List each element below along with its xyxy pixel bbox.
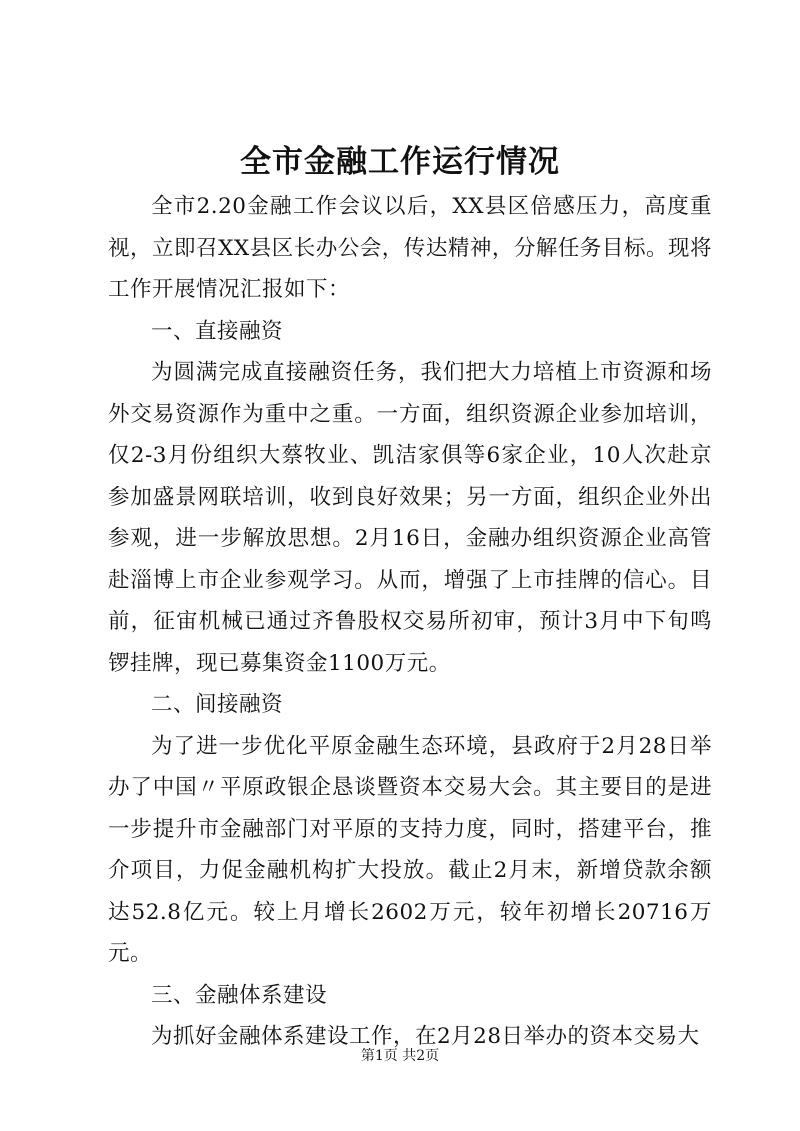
intro-paragraph: 全市2.20金融工作会议以后，XX县区倍感压力，高度重视，立即召XX县区长办公会，传达精神，分解任务目标。现将工作开展情况汇报如下： (108, 194, 712, 302)
section-heading-financial-system: 三、金融体系建设 (151, 982, 328, 1008)
page-title: 全市金融工作运行情况 (240, 144, 560, 180)
section-heading-indirect-financing: 二、间接融资 (151, 692, 284, 717)
section-heading-direct-financing: 一、直接融资 (151, 318, 284, 344)
section-body-direct-financing: 为圆满完成直接融资任务，我们把大力培植上市资源和场外交易资源作为重中之重。一方面，组织资源企业参加培训，仅2-3月份组织大蔡牧业、凯洁家俱等6家企业，10人次赴京参加盛景网联培训，收到良好效果；另一方面，组织企业外出参观，进一步解放思想。2月16日，金融办组织资源企业高管赴淄博上市企业参观学习。从而，增强了上市挂牌的信心。目前，征宙机械已通过齐鲁股权交易所初审，预计3月中下旬鸣锣挂牌，现已募集资金1100万元。 (108, 360, 712, 676)
section-body-financial-system: 为抓好金融体系建设工作，在2月28日举办的资本交易大 (151, 1024, 700, 1049)
page-footer: 第1页 共2页 (360, 1048, 440, 1064)
document-body (108, 186, 712, 1058)
section-body-indirect-financing: 为了进一步优化平原金融生态环境，县政府于2月28日举办了中国〃平原政银企恳谈暨资本交易大会。其主要目的是进一步提升市金融部门对平原的支持力度，同时，搭建平台，推介项目，力促金融机构扩大投放。截止2月末，新增贷款余额达52.8亿元。较上月增长2602万元，较年初增长20716万元。 (108, 733, 712, 966)
